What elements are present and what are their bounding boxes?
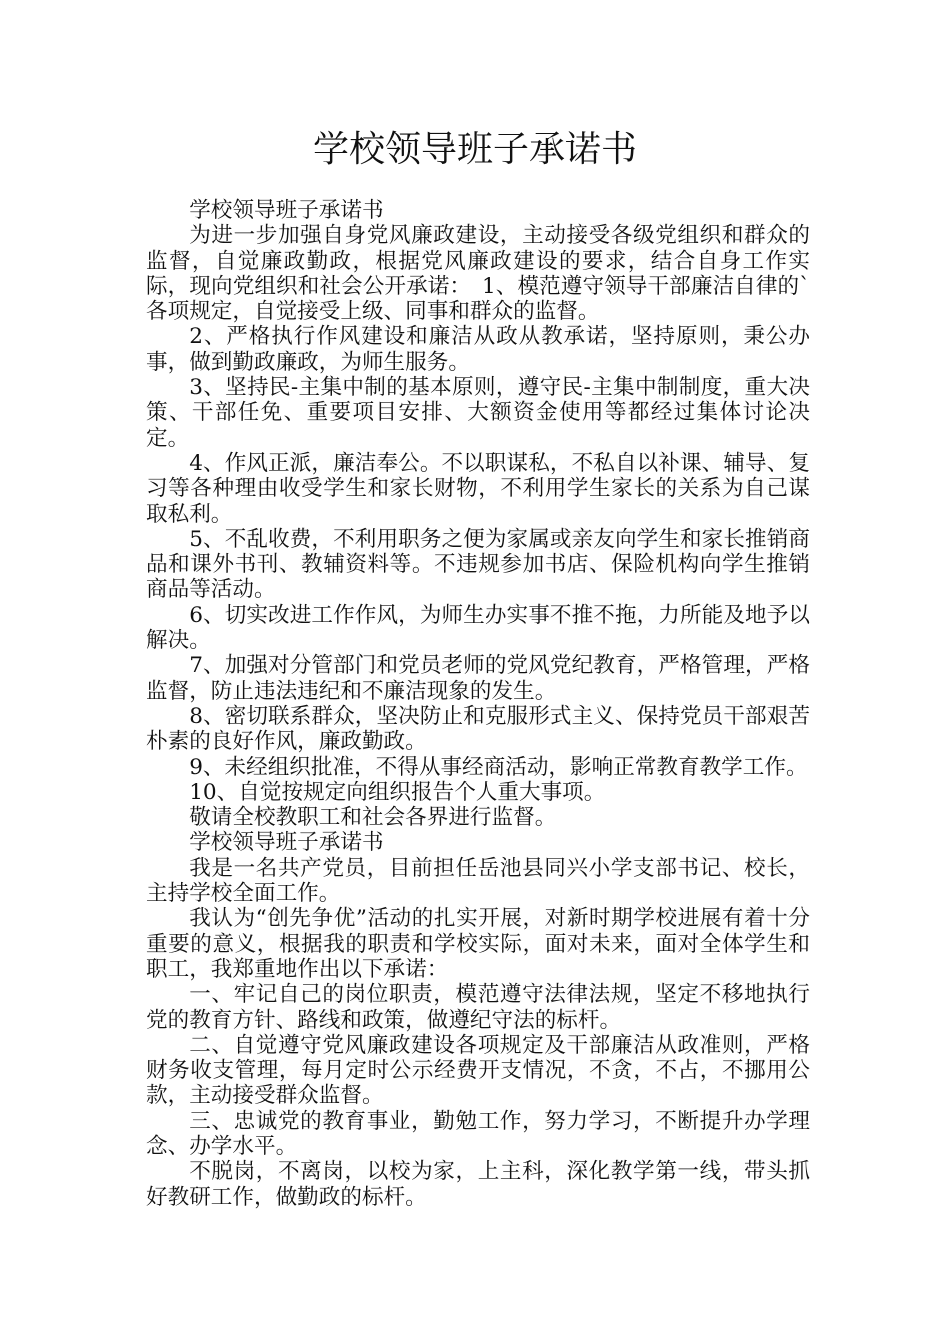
paragraph-item-3: 3、坚持民-主集中制的基本原则，遵守民-主集中制制度，重大决策、干部任免、重要项目安排、大额资金使用等都经过集体讨论决定。 <box>146 375 810 451</box>
paragraph-item-4: 4、作风正派，廉洁奉公。不以职谋私，不私自以补课、辅导、复习等各种理由收受学生和家长财物，不利用学生家长的关系为自己谋取私利。 <box>146 450 810 527</box>
paragraph-subtitle-2: 学校领导班子承诺书 <box>189 830 384 856</box>
paragraph-intro: 为进一步加强自身党风廉政建设，主动接受各级党组织和群众的监督，自觉廉政勤政，根据党风廉政建设的要求，结合自身工作实际，现向党组织和社会公开承诺： 1、模范遵守领导干部廉洁自律的`各项规定，自觉接受上级、同事和群众的监督。 <box>146 223 810 325</box>
paragraph-item-10: 10、自觉按规定向组织报告个人重大事项。 <box>189 779 606 805</box>
paragraph-pledge-4: 不脱岗，不离岗，以校为家，上主科，深化教学第一线，带头抓好教研工作，做勤政的标杆。 <box>146 1159 810 1210</box>
paragraph-pledge-3: 三、忠诚党的教育事业，勤勉工作，努力学习，不断提升办学理念、办学水平。 <box>146 1108 810 1159</box>
paragraph-item-9: 9、未经组织批准，不得从事经商活动，影响正常教育教学工作。 <box>189 754 808 780</box>
document-body <box>146 198 810 1210</box>
paragraph-item-8: 8、密切联系群众，坚决防止和克服形式主义、保持党员干部艰苦朴素的良好作风，廉政勤政。 <box>146 703 810 755</box>
paragraph-subtitle: 学校领导班子承诺书 <box>189 198 384 223</box>
paragraph-pledge-2: 二、自觉遵守党风廉政建设各项规定及干部廉洁从政准则，严格财务收支管理，每月定时公示经费开支情况，不贪，不占，不挪用公款，主动接受群众监督。 <box>146 1032 810 1109</box>
paragraph-opinion: 我认为“创先争优”活动的扎实开展，对新时期学校进展有着十分重要的意义，根据我的职责和学校实际，面对未来，面对全体学生和职工，我郑重地作出以下承诺： <box>146 906 810 982</box>
paragraph-pledge-1: 一、牢记自己的岗位职责，模范遵守法律法规，坚定不移地执行党的教育方针、路线和政策，做遵纪守法的标杆。 <box>146 982 810 1033</box>
paragraph-item-6: 6、切实改进工作作风，为师生办实事不推不拖，力所能及地予以解决。 <box>146 602 810 654</box>
document-title: 学校领导班子承诺书 <box>312 129 637 170</box>
paragraph-item-2: 2、严格执行作风建设和廉洁从政从教承诺，坚持原则，秉公办事，做到勤政廉政，为师生服务。 <box>146 324 810 375</box>
paragraph-item-5: 5、不乱收费，不利用职务之便为家属或亲友向学生和家长推销商品和课外书刊、教辅资料等。不违规参加书店、保险机构向学生推销商品等活动。 <box>146 526 810 603</box>
paragraph-closing: 敬请全校教职工和社会各界进行监督。 <box>189 805 557 831</box>
paragraph-self-intro: 我是一名共产党员，目前担任岳池县同兴小学支部书记、校长，主持学校全面工作。 <box>146 855 810 907</box>
paragraph-item-7: 7、加强对分管部门和党员老师的党风党纪教育，严格管理，严格监督，防止违法违纪和不廉洁现象的发生。 <box>146 653 810 704</box>
